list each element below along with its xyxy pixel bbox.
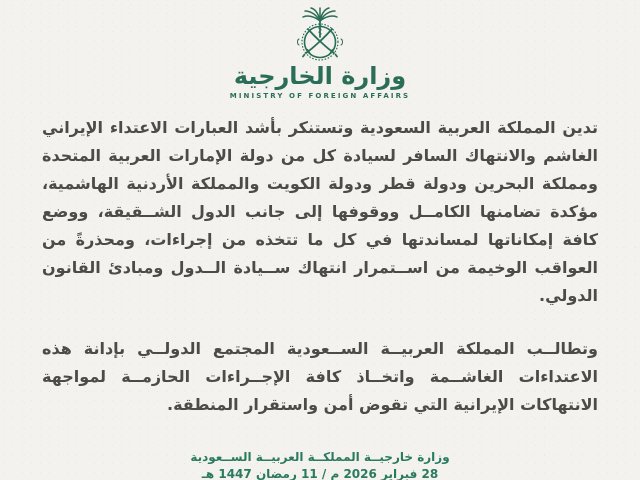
date-line: 28 فبراير 2026 م / 11 رمضان 1447 هـ — [201, 467, 439, 480]
p1-line-1: تدين المملكة العربية السعودية وتستنكر بأشد العبارات الاعتداء الإيراني — [42, 118, 598, 137]
statement-footer — [0, 449, 640, 480]
statement-body — [42, 114, 598, 419]
paragraph-2 — [42, 335, 598, 419]
p1-line-6: العواقب الوخيمة من اســتمرار انتهاك ســيادة الــدول ومبادئ القانون — [42, 258, 598, 277]
ministry-header — [0, 0, 640, 100]
ministry-name-arabic-calligraphy: وزارة الخارجية — [233, 62, 407, 90]
p2-line-3: الانتهاكات الإيرانية التي تقوض أمن واستقرار المنطقة. — [167, 395, 598, 414]
p1-line-4: مؤكدة تضامنها الكامــل ووقوفها إلى جانب الدول الشــقيقة، ووضع — [42, 202, 598, 221]
p1-line-2: الغاشم والانتهاك السافر لسيادة كل من دولة الإمارات العربية المتحدة — [42, 146, 598, 165]
p1-line-3: ومملكة البحرين ودولة قطر ودولة الكويت والمملكة الأردنية الهاشمية، — [42, 174, 598, 193]
p2-line-1: وتطالــب المملكة العربيــة الســعودية المجتمع الدولــي بإدانة هذه — [42, 339, 598, 358]
ministry-name-english: MINISTRY OF FOREIGN AFFAIRS — [229, 92, 411, 100]
issuer-line: وزارة خارجيــة المملكــة العربيــة الســعودية — [190, 450, 450, 464]
p2-line-2: الاعتداءات الغاشــمة واتخــاذ كافة الإجــراءات الحازمــة لمواجهة — [42, 367, 598, 386]
mofa-emblem-icon — [278, 6, 362, 62]
p1-line-7: الدولي. — [539, 286, 598, 305]
p1-line-5: كافة إمكاناتها لمساندتها في كل ما تتخذه من إجراءات، ومحذرةً من — [42, 230, 598, 249]
paragraph-1 — [42, 114, 598, 310]
